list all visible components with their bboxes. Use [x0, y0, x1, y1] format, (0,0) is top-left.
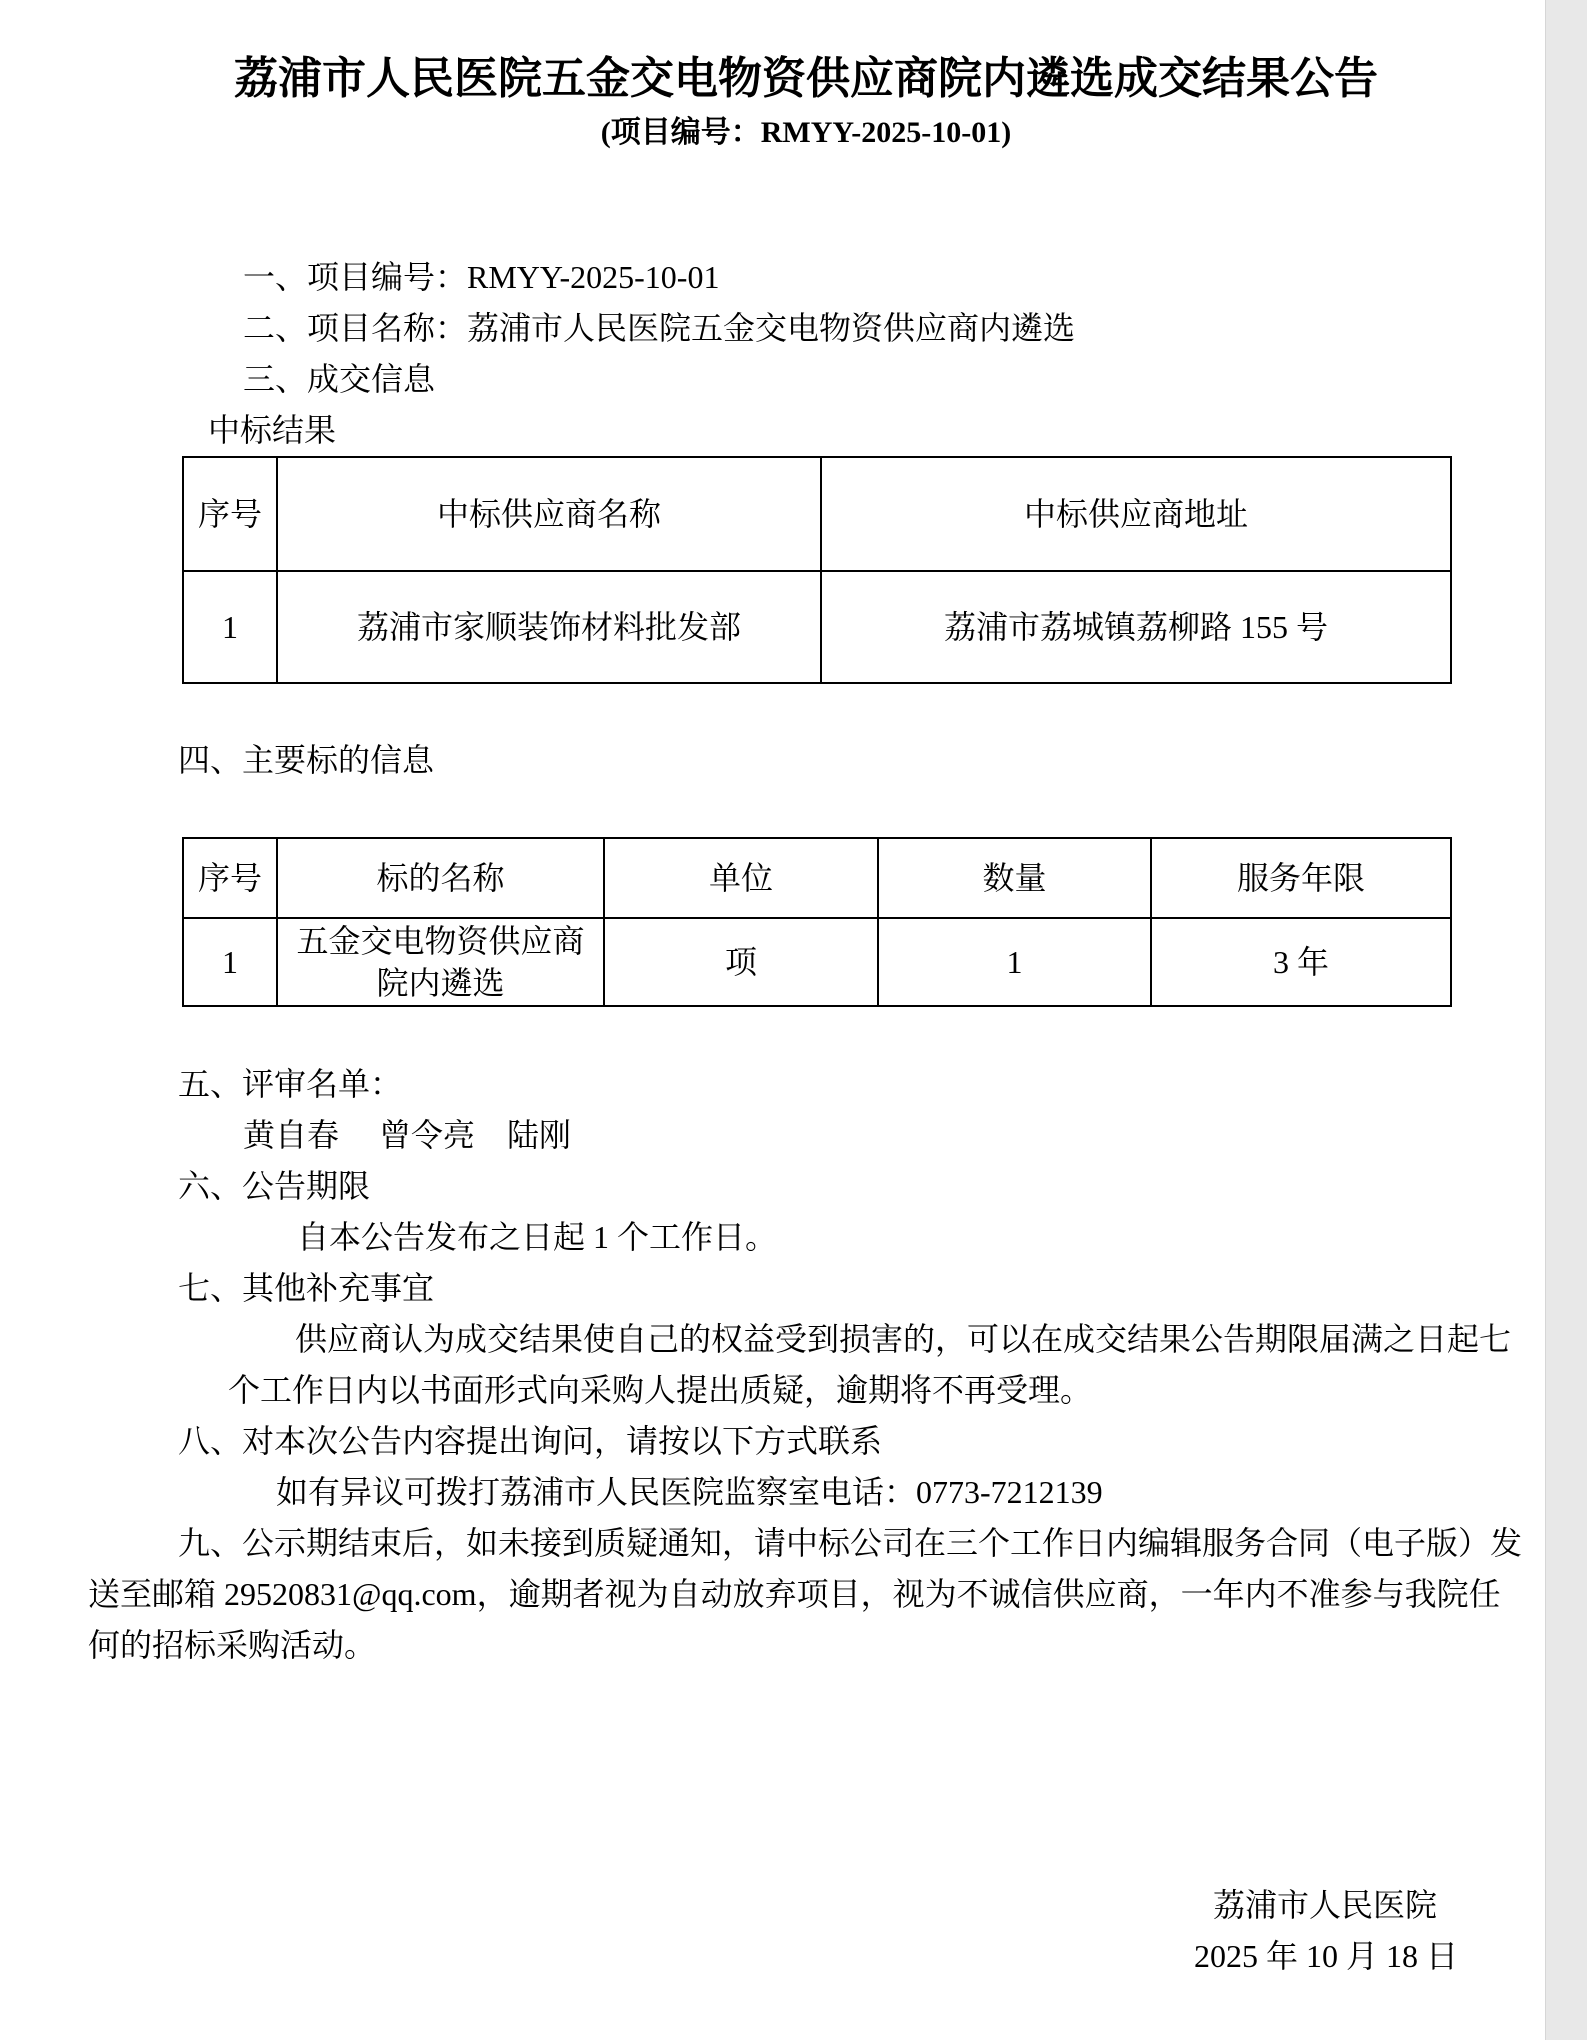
subject-cell-quantity: 1 — [878, 918, 1151, 1006]
section-reviewers: 五、评审名单： — [178, 1066, 403, 1102]
contact-text: 如有异议可拨打荔浦市人民医院监察室电话：0773-7212139 — [276, 1474, 1103, 1510]
award-result-label: 中标结果 — [208, 412, 337, 448]
subject-cell-seq: 1 — [183, 918, 277, 1006]
subject-cell-service-years: 3 年 — [1151, 918, 1451, 1006]
section-announcement-period: 六、公告期限 — [178, 1168, 371, 1204]
subject-header-unit: 单位 — [604, 838, 878, 918]
scrollbar-track[interactable] — [1545, 0, 1587, 2040]
award-header-supplier-address: 中标供应商地址 — [821, 457, 1451, 571]
subject-cell-name — [277, 918, 604, 1006]
section-project-number: 一、项目编号：RMYY-2025-10-01 — [243, 259, 720, 295]
doc-title: 荔浦市人民医院五金交电物资供应商院内遴选成交结果公告 — [234, 54, 1378, 103]
section-contact: 八、对本次公告内容提出询问，请按以下方式联系 — [178, 1423, 883, 1459]
table-row — [183, 571, 1451, 683]
subject-cell-unit: 项 — [604, 918, 878, 1006]
award-header-seq: 序号 — [183, 457, 277, 571]
award-cell-supplier-address: 荔浦市荔城镇荔柳路 155 号 — [821, 571, 1451, 683]
award-table-header-row — [183, 457, 1451, 571]
post-period-line2: 送至邮箱 29520831@qq.com，逾期者视为自动放弃项目，视为不诚信供应商，一年内不准参与我院任 — [88, 1576, 1501, 1612]
subject-header-name: 标的名称 — [277, 838, 604, 918]
section-supplement: 七、其他补充事宜 — [178, 1270, 435, 1306]
section-deal-info: 三、成交信息 — [243, 361, 436, 397]
reviewer-names: 黄自春 曾令亮 陆刚 — [243, 1117, 572, 1153]
award-cell-supplier-name: 荔浦市家顺装饰材料批发部 — [277, 571, 821, 683]
award-header-supplier-name: 中标供应商名称 — [277, 457, 821, 571]
subject-table-header-row — [183, 838, 1451, 918]
post-period-line1: 九、公示期结束后，如未接到质疑通知，请中标公司在三个工作日内编辑服务合同（电子版）发 — [178, 1525, 1523, 1561]
footer-date: 2025 年 10 月 18 日 — [1193, 1938, 1458, 1974]
subject-header-quantity: 数量 — [878, 838, 1151, 918]
subject-table — [182, 837, 1452, 1007]
section-project-name: 二、项目名称：荔浦市人民医院五金交电物资供应商内遴选 — [243, 310, 1076, 346]
post-period-line3: 何的招标采购活动。 — [88, 1627, 377, 1663]
subject-header-seq: 序号 — [183, 838, 277, 918]
doc-subtitle: (项目编号：RMYY-2025-10-01) — [600, 116, 1012, 149]
award-table — [182, 456, 1452, 684]
announcement-period-text: 自本公告发布之日起 1 个工作日。 — [297, 1219, 778, 1255]
subject-header-service-years: 服务年限 — [1151, 838, 1451, 918]
award-cell-seq: 1 — [183, 571, 277, 683]
signature-block — [88, 1880, 1458, 1982]
supplement-text-line2: 个工作日内以书面形式向采购人提出质疑，逾期将不再受理。 — [228, 1372, 1093, 1408]
supplement-text-line1: 供应商认为成交结果使自己的权益受到损害的，可以在成交结果公告期限届满之日起七 — [295, 1321, 1512, 1357]
table-row — [183, 918, 1451, 1006]
section-subject-info: 四、主要标的信息 — [178, 742, 435, 778]
subject-name-text: 五金交电物资供应商院内遴选 — [296, 923, 585, 1001]
footer-org: 荔浦市人民医院 — [1212, 1887, 1437, 1923]
